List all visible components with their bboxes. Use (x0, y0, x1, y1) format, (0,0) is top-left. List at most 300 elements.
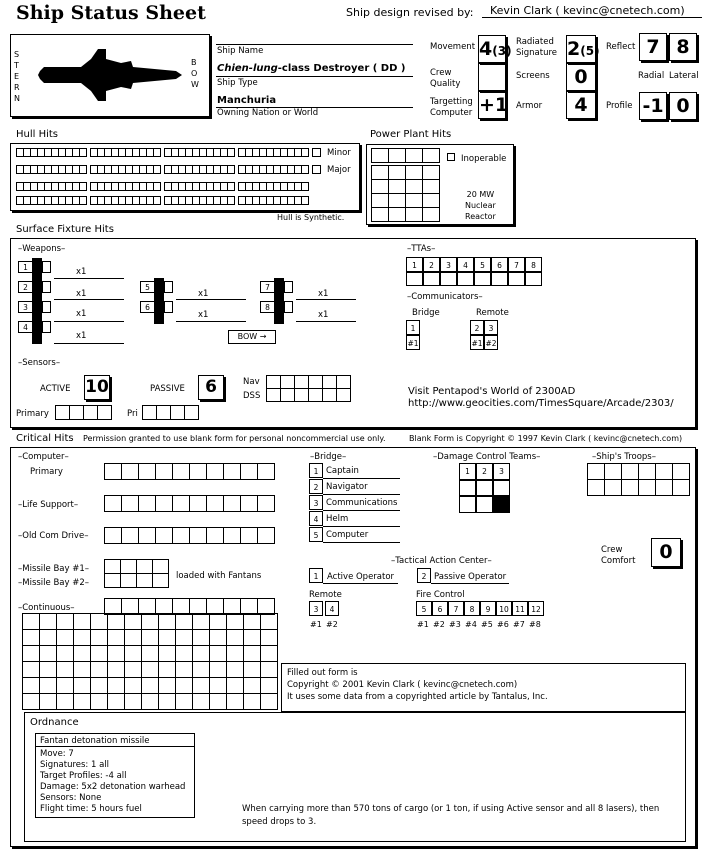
critical-cell[interactable] (207, 496, 224, 512)
hull-hit-cell[interactable] (73, 197, 80, 205)
hull-hit-cell[interactable] (80, 166, 87, 174)
continuous-cell[interactable] (125, 646, 142, 662)
hull-hit-cell[interactable] (154, 166, 161, 174)
hull-hit-cell[interactable] (154, 183, 161, 191)
hull-hit-cell[interactable] (214, 149, 221, 157)
hull-hit-cell[interactable] (274, 197, 281, 205)
continuous-cell[interactable] (210, 614, 227, 630)
dct-1-box[interactable] (459, 496, 476, 513)
tta-slot[interactable]: 8 (525, 257, 542, 272)
hull-hit-cell[interactable] (45, 197, 52, 205)
hull-hit-cell[interactable] (172, 166, 179, 174)
hull-hit-cell[interactable] (147, 149, 154, 157)
hull-hit-cell[interactable] (274, 183, 281, 191)
continuous-cell[interactable] (142, 630, 159, 646)
hull-hit-cell[interactable] (98, 197, 105, 205)
hull-hit-cell[interactable] (133, 197, 140, 205)
hull-hit-segment[interactable] (90, 148, 161, 157)
bridge-station-number[interactable]: 2 (309, 479, 323, 494)
weapon-hit-box[interactable] (164, 301, 173, 313)
hull-hit-cell[interactable] (228, 197, 235, 205)
hull-hit-cell[interactable] (112, 183, 119, 191)
hull-hit-cell[interactable] (154, 197, 161, 205)
continuous-cell[interactable] (210, 646, 227, 662)
hull-hit-cell[interactable] (200, 183, 207, 191)
dct-3-mid[interactable] (493, 480, 510, 496)
hull-hit-cell[interactable] (133, 183, 140, 191)
hull-hit-segment[interactable] (238, 165, 309, 174)
dct-2-mid[interactable] (476, 480, 493, 496)
continuous-cell[interactable] (108, 662, 125, 678)
weapon-mount[interactable]: 7 (260, 281, 275, 293)
hull-hit-cell[interactable] (147, 197, 154, 205)
hull-hit-cell[interactable] (119, 149, 126, 157)
hull-hit-cell[interactable] (274, 149, 281, 157)
hull-hit-cell[interactable] (221, 183, 228, 191)
continuous-cell[interactable] (74, 662, 91, 678)
critical-cell[interactable] (190, 528, 207, 544)
hull-hit-cell[interactable] (24, 197, 31, 205)
weapon-hit-box[interactable] (284, 281, 293, 293)
tac-passive-box[interactable]: 2 (417, 568, 431, 583)
critical-cell[interactable] (122, 528, 139, 544)
hull-hit-segment[interactable] (90, 165, 161, 174)
continuous-cell[interactable] (227, 646, 244, 662)
hull-hit-cell[interactable] (267, 149, 274, 157)
continuous-cell[interactable] (244, 678, 261, 694)
hull-hit-cell[interactable] (91, 149, 98, 157)
fire-control-slot[interactable]: 12 (528, 601, 544, 616)
continuous-cell[interactable] (227, 662, 244, 678)
continuous-cell[interactable] (40, 678, 57, 694)
continuous-cell[interactable] (176, 662, 193, 678)
continuous-cell[interactable] (210, 662, 227, 678)
continuous-cell[interactable] (210, 630, 227, 646)
hull-hit-cell[interactable] (214, 183, 221, 191)
primary-sensor-grid[interactable] (55, 405, 112, 420)
hull-hit-cell[interactable] (73, 149, 80, 157)
continuous-cell[interactable] (91, 694, 108, 710)
continuous-cell[interactable] (193, 694, 210, 710)
critical-cell[interactable] (258, 528, 275, 544)
continuous-cell[interactable] (91, 630, 108, 646)
tta-slot[interactable]: 7 (508, 257, 525, 272)
hull-hit-cell[interactable] (239, 149, 246, 157)
continuous-cell[interactable] (108, 630, 125, 646)
hull-hit-cell[interactable] (228, 149, 235, 157)
continuous-cell[interactable] (176, 614, 193, 630)
weapon-mount[interactable]: 5 (140, 281, 155, 293)
hull-hit-cell[interactable] (207, 166, 214, 174)
hull-hit-cell[interactable] (295, 149, 302, 157)
continuous-cell[interactable] (227, 678, 244, 694)
hull-hit-cell[interactable] (133, 149, 140, 157)
continuous-cell[interactable] (125, 630, 142, 646)
weapon-hit-box[interactable] (42, 281, 51, 293)
hull-hit-cell[interactable] (98, 166, 105, 174)
critical-cell[interactable] (258, 464, 275, 480)
hull-hit-cell[interactable] (59, 197, 66, 205)
hull-hit-cell[interactable] (38, 197, 45, 205)
hull-hit-cell[interactable] (98, 149, 105, 157)
hull-hit-cell[interactable] (52, 183, 59, 191)
continuous-cell[interactable] (176, 694, 193, 710)
hull-hit-cell[interactable] (179, 183, 186, 191)
continuous-cell[interactable] (142, 694, 159, 710)
hull-hit-cell[interactable] (105, 149, 112, 157)
hull-hit-cell[interactable] (73, 166, 80, 174)
continuous-cell[interactable] (40, 662, 57, 678)
hull-hit-cell[interactable] (66, 166, 73, 174)
hull-hit-cell[interactable] (186, 166, 193, 174)
tta-slot[interactable]: 1 (406, 257, 423, 272)
hull-hit-cell[interactable] (260, 183, 267, 191)
comm-bridge-1-id[interactable]: #1 (406, 335, 420, 350)
critical-cell[interactable] (173, 464, 190, 480)
critical-cell[interactable] (241, 528, 258, 544)
hull-hit-cell[interactable] (80, 197, 87, 205)
hull-hit-cell[interactable] (239, 166, 246, 174)
hull-hit-segment[interactable] (164, 182, 235, 191)
hull-hit-cell[interactable] (207, 149, 214, 157)
crew-quality-value[interactable] (478, 63, 506, 91)
continuous-cell[interactable] (125, 662, 142, 678)
continuous-cell[interactable] (108, 614, 125, 630)
continuous-cell[interactable] (176, 678, 193, 694)
hull-hit-cell[interactable] (179, 166, 186, 174)
hull-hit-cell[interactable] (288, 197, 295, 205)
continuous-cell[interactable] (74, 678, 91, 694)
weapon-mount[interactable]: 2 (18, 281, 33, 293)
dct-1[interactable]: 1 (459, 463, 476, 480)
hull-hit-cell[interactable] (31, 149, 38, 157)
hull-hit-cell[interactable] (253, 166, 260, 174)
hull-hit-cell[interactable] (281, 197, 288, 205)
continuous-cell[interactable] (74, 694, 91, 710)
hull-hit-segment[interactable] (164, 148, 235, 157)
continuous-cell[interactable] (57, 694, 74, 710)
fire-control-slot[interactable]: 6 (432, 601, 448, 616)
bridge-station-number[interactable]: 4 (309, 511, 323, 526)
fire-control-slot[interactable]: 10 (496, 601, 512, 616)
tta-slot[interactable]: 6 (491, 257, 508, 272)
hull-hit-cell[interactable] (207, 183, 214, 191)
continuous-cell[interactable] (261, 646, 278, 662)
hull-hit-cell[interactable] (112, 149, 119, 157)
continuous-cell[interactable] (176, 646, 193, 662)
hull-hit-cell[interactable] (140, 149, 147, 157)
hull-hit-cell[interactable] (45, 183, 52, 191)
continuous-cell[interactable] (193, 630, 210, 646)
hull-hit-cell[interactable] (246, 197, 253, 205)
hull-hit-segment[interactable] (16, 196, 87, 205)
fire-control-slot[interactable]: 7 (448, 601, 464, 616)
hull-hit-cell[interactable] (133, 166, 140, 174)
continuous-cell[interactable] (244, 630, 261, 646)
critical-cell[interactable] (105, 528, 122, 544)
continuous-cell[interactable] (210, 678, 227, 694)
hull-hit-cell[interactable] (186, 197, 193, 205)
hull-hit-cell[interactable] (165, 183, 172, 191)
continuous-cell[interactable] (91, 646, 108, 662)
hull-hit-cell[interactable] (147, 183, 154, 191)
continuous-cell[interactable] (261, 678, 278, 694)
hull-hit-cell[interactable] (140, 183, 147, 191)
hull-hit-cell[interactable] (165, 197, 172, 205)
hull-hit-cell[interactable] (31, 197, 38, 205)
critical-cell[interactable] (207, 528, 224, 544)
hull-hit-cell[interactable] (193, 197, 200, 205)
continuous-cell[interactable] (244, 662, 261, 678)
dct-2-box[interactable] (476, 496, 493, 513)
tac-active-box[interactable]: 1 (309, 568, 323, 583)
hull-major-checkbox[interactable] (312, 165, 321, 174)
fire-control-slot[interactable]: 11 (512, 601, 528, 616)
weapon-hit-box[interactable] (42, 261, 51, 273)
hull-hit-cell[interactable] (119, 166, 126, 174)
fire-control-slot[interactable]: 5 (416, 601, 432, 616)
hull-hit-cell[interactable] (140, 166, 147, 174)
critical-cell[interactable] (207, 464, 224, 480)
fire-control-slot[interactable]: 9 (480, 601, 496, 616)
hull-hit-cell[interactable] (38, 166, 45, 174)
critical-cell[interactable] (122, 464, 139, 480)
hull-hit-cell[interactable] (302, 197, 309, 205)
hull-hit-cell[interactable] (193, 183, 200, 191)
hull-hit-cell[interactable] (193, 166, 200, 174)
continuous-cell[interactable] (40, 630, 57, 646)
hull-hit-cell[interactable] (274, 166, 281, 174)
bridge-station-number[interactable]: 3 (309, 495, 323, 510)
continuous-cell[interactable] (227, 614, 244, 630)
continuous-cell[interactable] (193, 678, 210, 694)
weapon-hit-box[interactable] (164, 281, 173, 293)
hull-hit-cell[interactable] (288, 149, 295, 157)
continuous-cell[interactable] (91, 614, 108, 630)
power-hits-grid[interactable] (371, 165, 440, 222)
critical-cell[interactable] (241, 496, 258, 512)
continuous-cell[interactable] (261, 694, 278, 710)
critical-cell[interactable] (173, 528, 190, 544)
hull-hit-cell[interactable] (126, 166, 133, 174)
hull-hit-cell[interactable] (165, 149, 172, 157)
weapon-hit-box[interactable] (42, 301, 51, 313)
tta-hit-box[interactable] (457, 272, 474, 286)
tta-slot[interactable]: 3 (440, 257, 457, 272)
continuous-cell[interactable] (159, 694, 176, 710)
continuous-cell[interactable] (23, 614, 40, 630)
continuous-cell[interactable] (261, 662, 278, 678)
critical-cell[interactable] (105, 464, 122, 480)
continuous-cell[interactable] (108, 694, 125, 710)
tta-hit-box[interactable] (423, 272, 440, 286)
dct-1-mid[interactable] (459, 480, 476, 496)
hull-hit-cell[interactable] (193, 149, 200, 157)
hull-hit-cell[interactable] (214, 197, 221, 205)
weapon-mount[interactable]: 3 (18, 301, 33, 313)
hull-hit-cell[interactable] (105, 183, 112, 191)
critical-cell[interactable] (224, 464, 241, 480)
hull-hit-cell[interactable] (295, 197, 302, 205)
nav-dss-grid[interactable] (266, 375, 351, 402)
hull-hit-cell[interactable] (179, 149, 186, 157)
continuous-cell[interactable] (125, 678, 142, 694)
hull-hit-cell[interactable] (112, 197, 119, 205)
hull-hit-cell[interactable] (239, 197, 246, 205)
hull-hit-cell[interactable] (200, 197, 207, 205)
continuous-grid[interactable] (22, 613, 278, 710)
hull-hit-cell[interactable] (239, 183, 246, 191)
hull-hit-cell[interactable] (38, 183, 45, 191)
hull-hit-segment[interactable] (16, 165, 87, 174)
missile-bay-grid[interactable] (104, 559, 169, 588)
continuous-cell[interactable] (57, 614, 74, 630)
hull-hit-cell[interactable] (221, 149, 228, 157)
weapon-mount[interactable]: 6 (140, 301, 155, 313)
weapon-mount[interactable]: 1 (18, 261, 33, 273)
continuous-cell[interactable] (57, 662, 74, 678)
hull-hit-cell[interactable] (281, 166, 288, 174)
hull-hit-cell[interactable] (207, 197, 214, 205)
continuous-cell[interactable] (176, 630, 193, 646)
hull-hit-cell[interactable] (73, 183, 80, 191)
hull-hit-cell[interactable] (119, 197, 126, 205)
critical-cell[interactable] (139, 464, 156, 480)
hull-hit-cell[interactable] (221, 197, 228, 205)
hull-hit-cell[interactable] (281, 183, 288, 191)
tac-remote-4[interactable]: 4 (325, 601, 339, 616)
continuous-cell[interactable] (74, 630, 91, 646)
hull-hit-cell[interactable] (17, 149, 24, 157)
critical-cell[interactable] (139, 528, 156, 544)
continuous-cell[interactable] (193, 614, 210, 630)
tta-hit-box[interactable] (525, 272, 542, 286)
hull-hit-cell[interactable] (80, 149, 87, 157)
hull-hit-cell[interactable] (24, 149, 31, 157)
hull-hit-segment[interactable] (238, 182, 309, 191)
continuous-cell[interactable] (193, 646, 210, 662)
hull-hit-cell[interactable] (52, 149, 59, 157)
hull-hit-segment[interactable] (90, 182, 161, 191)
hull-hit-cell[interactable] (172, 183, 179, 191)
dct-3-box-marked[interactable] (493, 496, 510, 513)
critical-track[interactable] (104, 495, 275, 512)
hull-hit-cell[interactable] (172, 149, 179, 157)
pri-sensor-grid[interactable] (142, 405, 199, 420)
continuous-cell[interactable] (159, 630, 176, 646)
hull-hit-cell[interactable] (246, 183, 253, 191)
bridge-station-number[interactable]: 1 (309, 463, 323, 478)
hull-minor-checkbox[interactable] (312, 148, 321, 157)
hull-hit-cell[interactable] (253, 183, 260, 191)
visit-line2[interactable]: http://www.geocities.com/TimesSquare/Arcade/2303/ (408, 398, 674, 409)
ships-troops-grid[interactable] (587, 463, 690, 496)
critical-cell[interactable] (224, 496, 241, 512)
hull-hit-cell[interactable] (246, 166, 253, 174)
weapon-mount[interactable]: 4 (18, 321, 33, 333)
dct-3[interactable]: 3 (493, 463, 510, 480)
hull-hit-cell[interactable] (66, 183, 73, 191)
continuous-cell[interactable] (261, 614, 278, 630)
critical-track[interactable] (104, 463, 275, 480)
hull-hit-cell[interactable] (91, 166, 98, 174)
hull-hit-cell[interactable] (288, 166, 295, 174)
hull-hit-cell[interactable] (24, 183, 31, 191)
comm-remote-3[interactable]: 3 (484, 320, 498, 335)
hull-hit-segment[interactable] (164, 165, 235, 174)
hull-hit-cell[interactable] (45, 166, 52, 174)
continuous-cell[interactable] (159, 614, 176, 630)
hull-hit-cell[interactable] (80, 183, 87, 191)
hull-hit-cell[interactable] (172, 197, 179, 205)
hull-hit-segment[interactable] (16, 182, 87, 191)
hull-hit-segment[interactable] (16, 148, 87, 157)
continuous-cell[interactable] (142, 678, 159, 694)
hull-hit-cell[interactable] (59, 166, 66, 174)
hull-hit-segment[interactable] (238, 148, 309, 157)
hull-hit-cell[interactable] (281, 149, 288, 157)
continuous-cell[interactable] (40, 614, 57, 630)
power-inoperable-checkbox[interactable] (447, 153, 455, 161)
hull-hit-cell[interactable] (288, 183, 295, 191)
hull-hit-cell[interactable] (105, 166, 112, 174)
critical-cell[interactable] (156, 496, 173, 512)
continuous-cell[interactable] (23, 646, 40, 662)
continuous-cell[interactable] (23, 678, 40, 694)
continuous-cell[interactable] (142, 614, 159, 630)
hull-hit-segment[interactable] (90, 196, 161, 205)
tta-hit-box[interactable] (474, 272, 491, 286)
hull-hit-cell[interactable] (45, 149, 52, 157)
hull-hit-cell[interactable] (200, 149, 207, 157)
tac-remote-3[interactable]: 3 (309, 601, 323, 616)
continuous-cell[interactable] (244, 614, 261, 630)
continuous-cell[interactable] (261, 630, 278, 646)
hull-hit-cell[interactable] (267, 183, 274, 191)
continuous-cell[interactable] (108, 646, 125, 662)
hull-hit-cell[interactable] (165, 166, 172, 174)
hull-hit-cell[interactable] (24, 166, 31, 174)
hull-hit-cell[interactable] (52, 166, 59, 174)
critical-cell[interactable] (105, 496, 122, 512)
continuous-cell[interactable] (159, 678, 176, 694)
hull-hit-cell[interactable] (126, 183, 133, 191)
hull-hit-cell[interactable] (295, 166, 302, 174)
continuous-cell[interactable] (193, 662, 210, 678)
continuous-cell[interactable] (23, 694, 40, 710)
hull-hit-cell[interactable] (66, 197, 73, 205)
hull-hit-cell[interactable] (179, 197, 186, 205)
hull-hit-cell[interactable] (253, 149, 260, 157)
hull-hit-cell[interactable] (214, 166, 221, 174)
hull-hit-cell[interactable] (200, 166, 207, 174)
continuous-cell[interactable] (23, 662, 40, 678)
continuous-cell[interactable] (210, 694, 227, 710)
hull-hit-cell[interactable] (119, 183, 126, 191)
critical-cell[interactable] (139, 496, 156, 512)
hull-hit-cell[interactable] (59, 149, 66, 157)
hull-hit-cell[interactable] (105, 197, 112, 205)
bridge-station-number[interactable]: 5 (309, 527, 323, 542)
continuous-cell[interactable] (108, 678, 125, 694)
hull-hit-cell[interactable] (302, 149, 309, 157)
critical-cell[interactable] (173, 496, 190, 512)
hull-hit-cell[interactable] (66, 149, 73, 157)
continuous-cell[interactable] (57, 678, 74, 694)
critical-cell[interactable] (156, 464, 173, 480)
critical-cell[interactable] (241, 464, 258, 480)
hull-hit-cell[interactable] (246, 149, 253, 157)
